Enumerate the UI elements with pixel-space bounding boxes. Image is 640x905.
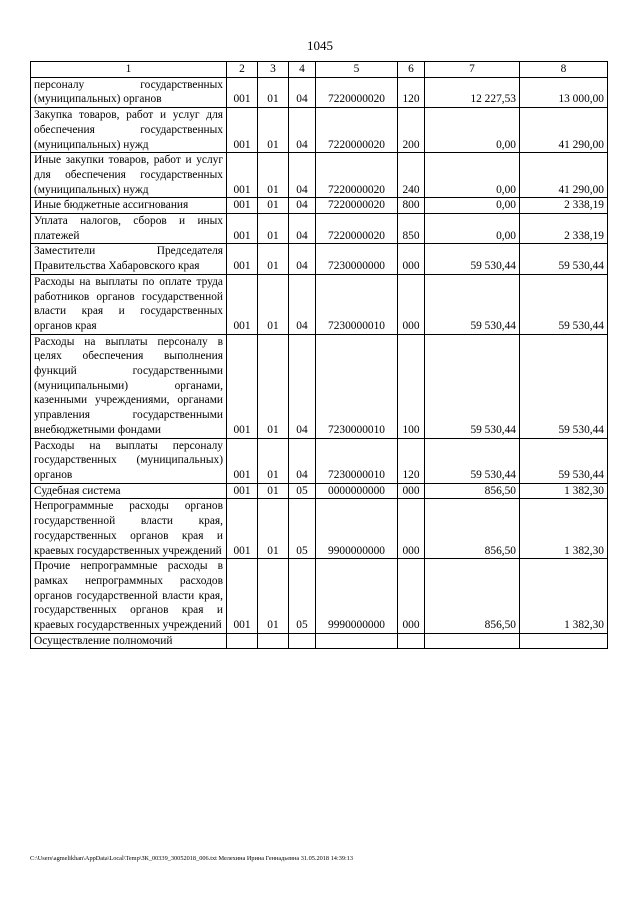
row-name-cell: Прочие непрограммные расходы в рамках непрограммных расходов органов государственной власти края, государственных органов края и краевых государственных учреждений [31,559,227,634]
row-amount-2018-cell: 0,00 [425,214,520,244]
row-section-cell: 01 [258,483,289,499]
header-cell: 5 [316,62,398,78]
table-row [31,198,608,214]
row-admin-code-cell: 001 [227,334,258,438]
row-expense-type-cell [398,633,425,649]
row-section-cell: 01 [258,244,289,274]
row-admin-code-cell: 001 [227,244,258,274]
row-target-article-cell: 7230000010 [316,438,398,483]
row-admin-code-cell: 001 [227,153,258,198]
row-amount-2018-cell: 0,00 [425,153,520,198]
table-row [31,438,608,483]
row-subsection-cell: 04 [289,108,316,153]
header-cell: 6 [398,62,425,78]
row-target-article-cell [316,633,398,649]
row-amount-2019-cell: 59 530,44 [520,244,608,274]
row-expense-type-cell: 000 [398,244,425,274]
row-expense-type-cell: 000 [398,559,425,634]
row-amount-2018-cell: 59 530,44 [425,334,520,438]
table-body [31,77,608,649]
row-expense-type-cell: 850 [398,214,425,244]
row-section-cell: 01 [258,438,289,483]
row-subsection-cell: 05 [289,483,316,499]
row-target-article-cell: 7220000020 [316,198,398,214]
row-target-article-cell: 7220000020 [316,108,398,153]
row-section-cell: 01 [258,334,289,438]
row-admin-code-cell: 001 [227,77,258,107]
row-amount-2019-cell: 59 530,44 [520,438,608,483]
header-cell: 8 [520,62,608,78]
row-admin-code-cell: 001 [227,559,258,634]
row-amount-2019-cell: 59 530,44 [520,274,608,334]
row-amount-2019-cell: 59 530,44 [520,334,608,438]
row-target-article-cell: 7220000020 [316,77,398,107]
row-name-cell: персоналу государственных (муниципальных) органов [31,77,227,107]
row-admin-code-cell: 001 [227,438,258,483]
row-expense-type-cell: 100 [398,334,425,438]
row-expense-type-cell: 240 [398,153,425,198]
row-subsection-cell: 04 [289,438,316,483]
table-row [31,334,608,438]
row-subsection-cell: 05 [289,559,316,634]
table-row [31,77,608,107]
row-subsection-cell: 04 [289,244,316,274]
row-amount-2018-cell: 856,50 [425,499,520,559]
row-expense-type-cell: 200 [398,108,425,153]
row-amount-2018-cell [425,633,520,649]
row-amount-2018-cell: 12 227,53 [425,77,520,107]
row-subsection-cell: 05 [289,499,316,559]
row-subsection-cell: 04 [289,153,316,198]
row-name-cell: Расходы на выплаты персоналу государственных (муниципальных) органов [31,438,227,483]
row-expense-type-cell: 800 [398,198,425,214]
row-expense-type-cell: 000 [398,499,425,559]
table-row [31,633,608,649]
row-admin-code-cell: 001 [227,108,258,153]
row-admin-code-cell: 001 [227,274,258,334]
header-cell: 4 [289,62,316,78]
row-section-cell: 01 [258,274,289,334]
header-cell: 7 [425,62,520,78]
table-row [31,499,608,559]
row-target-article-cell: 7230000000 [316,244,398,274]
row-amount-2019-cell: 1 382,30 [520,483,608,499]
row-expense-type-cell: 000 [398,274,425,334]
row-amount-2018-cell: 0,00 [425,198,520,214]
table-row [31,274,608,334]
row-target-article-cell: 7220000020 [316,153,398,198]
row-section-cell: 01 [258,198,289,214]
row-subsection-cell: 04 [289,77,316,107]
header-cell: 1 [31,62,227,78]
row-target-article-cell: 0000000000 [316,483,398,499]
row-name-cell: Расходы на выплаты персоналу в целях обеспечения выполнения функций государственными (муниципальными) органами, казенными учреждениями, органами управления государственными внебюджетными фондами [31,334,227,438]
row-admin-code-cell: 001 [227,483,258,499]
row-amount-2019-cell: 41 290,00 [520,153,608,198]
row-amount-2019-cell: 41 290,00 [520,108,608,153]
table-header-row [31,62,608,78]
row-subsection-cell: 04 [289,274,316,334]
row-expense-type-cell: 000 [398,483,425,499]
row-section-cell [258,633,289,649]
header-cell: 3 [258,62,289,78]
row-amount-2018-cell: 856,50 [425,559,520,634]
row-amount-2019-cell: 1 382,30 [520,559,608,634]
table-row [31,483,608,499]
row-name-cell: Судебная система [31,483,227,499]
page-number: 1045 [307,38,333,53]
row-subsection-cell: 04 [289,198,316,214]
table-row [31,559,608,634]
row-name-cell: Уплата налогов, сборов и иных платежей [31,214,227,244]
row-target-article-cell: 9990000000 [316,559,398,634]
row-amount-2018-cell: 59 530,44 [425,438,520,483]
header-cell: 2 [227,62,258,78]
row-subsection-cell: 04 [289,334,316,438]
row-target-article-cell: 7230000010 [316,334,398,438]
row-name-cell: Непрограммные расходы органов государственной власти края, государственных органов края и краевых государственных учреждений [31,499,227,559]
row-amount-2019-cell: 2 338,19 [520,198,608,214]
row-target-article-cell: 7220000020 [316,214,398,244]
row-amount-2019-cell [520,633,608,649]
row-name-cell: Закупка товаров, работ и услуг для обеспечения государственных (муниципальных) нужд [31,108,227,153]
row-amount-2018-cell: 856,50 [425,483,520,499]
row-amount-2018-cell: 59 530,44 [425,244,520,274]
row-section-cell: 01 [258,559,289,634]
row-amount-2018-cell: 59 530,44 [425,274,520,334]
table-row [31,108,608,153]
row-admin-code-cell: 001 [227,198,258,214]
row-section-cell: 01 [258,108,289,153]
row-name-cell: Расходы на выплаты по оплате труда работников органов государственной власти края и государственных органов края [31,274,227,334]
row-admin-code-cell [227,633,258,649]
row-section-cell: 01 [258,153,289,198]
row-expense-type-cell: 120 [398,77,425,107]
row-section-cell: 01 [258,214,289,244]
budget-table [30,61,608,649]
row-subsection-cell: 04 [289,214,316,244]
file-path-footer: C:\Users\agmelikhan\AppData\Local\Temp\ЗК_00339_30052018_006.txt Мелехина Ирина Геннадьевна 31.05.2018 14:39:13 [30,855,354,862]
table-row [31,244,608,274]
row-section-cell: 01 [258,77,289,107]
row-name-cell: Иные бюджетные ассигнования [31,198,227,214]
row-section-cell: 01 [258,499,289,559]
row-expense-type-cell: 120 [398,438,425,483]
row-amount-2019-cell: 1 382,30 [520,499,608,559]
row-name-cell: Осуществление полномочий [31,633,227,649]
row-name-cell: Иные закупки товаров, работ и услуг для обеспечения государственных (муниципальных) нужд [31,153,227,198]
table-row [31,153,608,198]
row-subsection-cell [289,633,316,649]
row-target-article-cell: 7230000010 [316,274,398,334]
table-row [31,214,608,244]
row-amount-2018-cell: 0,00 [425,108,520,153]
row-amount-2019-cell: 2 338,19 [520,214,608,244]
row-name-cell: Заместители Председателя Правительства Хабаровского края [31,244,227,274]
row-target-article-cell: 9900000000 [316,499,398,559]
row-admin-code-cell: 001 [227,499,258,559]
row-admin-code-cell: 001 [227,214,258,244]
row-amount-2019-cell: 13 000,00 [520,77,608,107]
